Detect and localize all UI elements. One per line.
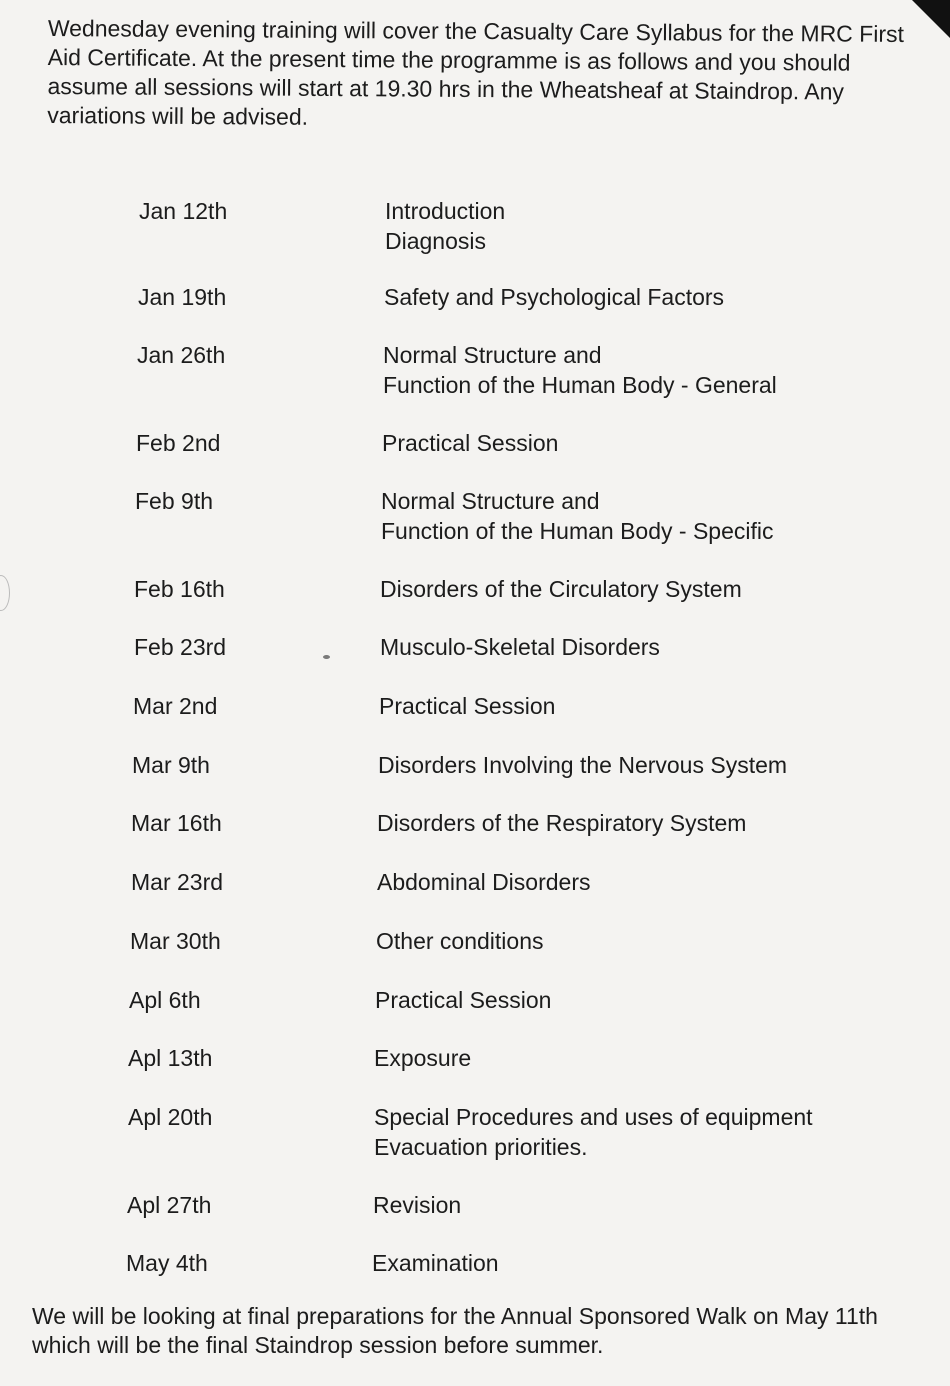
intro-paragraph: Wednesday evening training will cover the Casualty Care Syllabus for the MRC First Aid Certificate. At the present time the programme is as follows and you should assume all sessions will start at 19.30 hrs in the Wheatsheaf at Staindrop. Any variations will be advised.: [47, 14, 905, 130]
schedule-row: [134, 632, 940, 662]
session-date: Mar 23rd: [131, 869, 224, 895]
session-topic: [380, 632, 660, 662]
session-date: Feb 16th: [134, 576, 225, 602]
session-date: Mar 30th: [130, 928, 221, 954]
session-date: Mar 16th: [131, 810, 222, 836]
session-topic-line: Function of the Human Body - General: [383, 372, 777, 398]
session-topic-line: Exposure: [374, 1045, 472, 1071]
session-topic: [384, 282, 724, 312]
session-topic-line: Disorders of the Respiratory System: [377, 810, 747, 836]
session-topic-line: Musculo-Skeletal Disorders: [380, 634, 660, 660]
session-topic-line: Function of the Human Body - Specific: [381, 518, 774, 544]
schedule-row: [127, 1190, 940, 1220]
session-date: Jan 19th: [138, 284, 227, 310]
session-topic: [385, 196, 505, 256]
schedule-row: [133, 691, 940, 721]
session-topic: [373, 1190, 461, 1220]
session-topic-line: Practical Session: [379, 693, 556, 719]
session-topic-line: Evacuation priorities.: [374, 1134, 588, 1160]
schedule-row: [131, 867, 940, 897]
schedule-row: [128, 1102, 940, 1162]
schedule-row: [132, 750, 940, 780]
session-date: May 4th: [126, 1250, 208, 1276]
session-topic-line: Normal Structure and: [383, 342, 602, 368]
session-topic-line: Disorders of the Circulatory System: [380, 576, 742, 602]
session-topic: [377, 867, 590, 897]
session-topic: [383, 340, 777, 400]
schedule-row: [134, 574, 940, 604]
session-date: Apl 20th: [128, 1104, 213, 1130]
session-topic: [380, 574, 742, 604]
session-topic-line: Practical Session: [375, 987, 552, 1013]
session-topic-line: Special Procedures and uses of equipment: [374, 1104, 813, 1130]
schedule-row: [137, 340, 940, 400]
session-topic: [381, 486, 773, 546]
session-date: Apl 27th: [127, 1192, 212, 1218]
schedule-row: [135, 486, 940, 546]
schedule-row: [128, 1043, 940, 1073]
session-topic-line: Other conditions: [376, 928, 544, 954]
session-topic: [378, 750, 787, 780]
session-topic: [382, 428, 558, 458]
session-topic: [376, 926, 543, 956]
session-topic: [374, 1102, 813, 1162]
schedule-row: [138, 282, 940, 312]
session-topic-line: Introduction: [385, 198, 506, 224]
session-date: Mar 9th: [132, 752, 210, 778]
session-date: Jan 12th: [139, 198, 228, 224]
session-topic-line: Normal Structure and: [381, 488, 600, 514]
session-topic-line: Practical Session: [382, 430, 559, 456]
session-topic: [374, 1043, 471, 1073]
session-date: Feb 9th: [135, 488, 213, 514]
session-date: Mar 2nd: [133, 693, 218, 719]
session-topic-line: Abdominal Disorders: [377, 869, 591, 895]
session-date: Feb 2nd: [136, 430, 221, 456]
session-topic: [372, 1248, 499, 1278]
schedule-row: [136, 428, 940, 458]
schedule-row: [129, 985, 940, 1015]
session-date: Feb 23rd: [134, 634, 227, 660]
session-topic-line: Examination: [372, 1250, 499, 1276]
schedule-row: [130, 926, 940, 956]
session-topic: [377, 808, 746, 838]
session-topic-line: Diagnosis: [385, 228, 486, 254]
session-date: Apl 6th: [129, 987, 201, 1013]
session-date: Apl 13th: [128, 1045, 213, 1071]
session-topic: [379, 691, 555, 721]
session-topic-line: Safety and Psychological Factors: [384, 284, 725, 310]
closing-paragraph: We will be looking at final preparations for the Annual Sponsored Walk on May 11th which will be the final Staindrop session before summer.: [32, 1303, 878, 1358]
schedule-row: [126, 1248, 940, 1278]
session-topic-line: Revision: [373, 1192, 462, 1218]
session-date: Jan 26th: [137, 342, 226, 368]
schedule-row: [139, 196, 940, 256]
schedule-row: [131, 808, 940, 838]
session-topic: [375, 985, 551, 1015]
session-topic-line: Disorders Involving the Nervous System: [378, 752, 788, 778]
